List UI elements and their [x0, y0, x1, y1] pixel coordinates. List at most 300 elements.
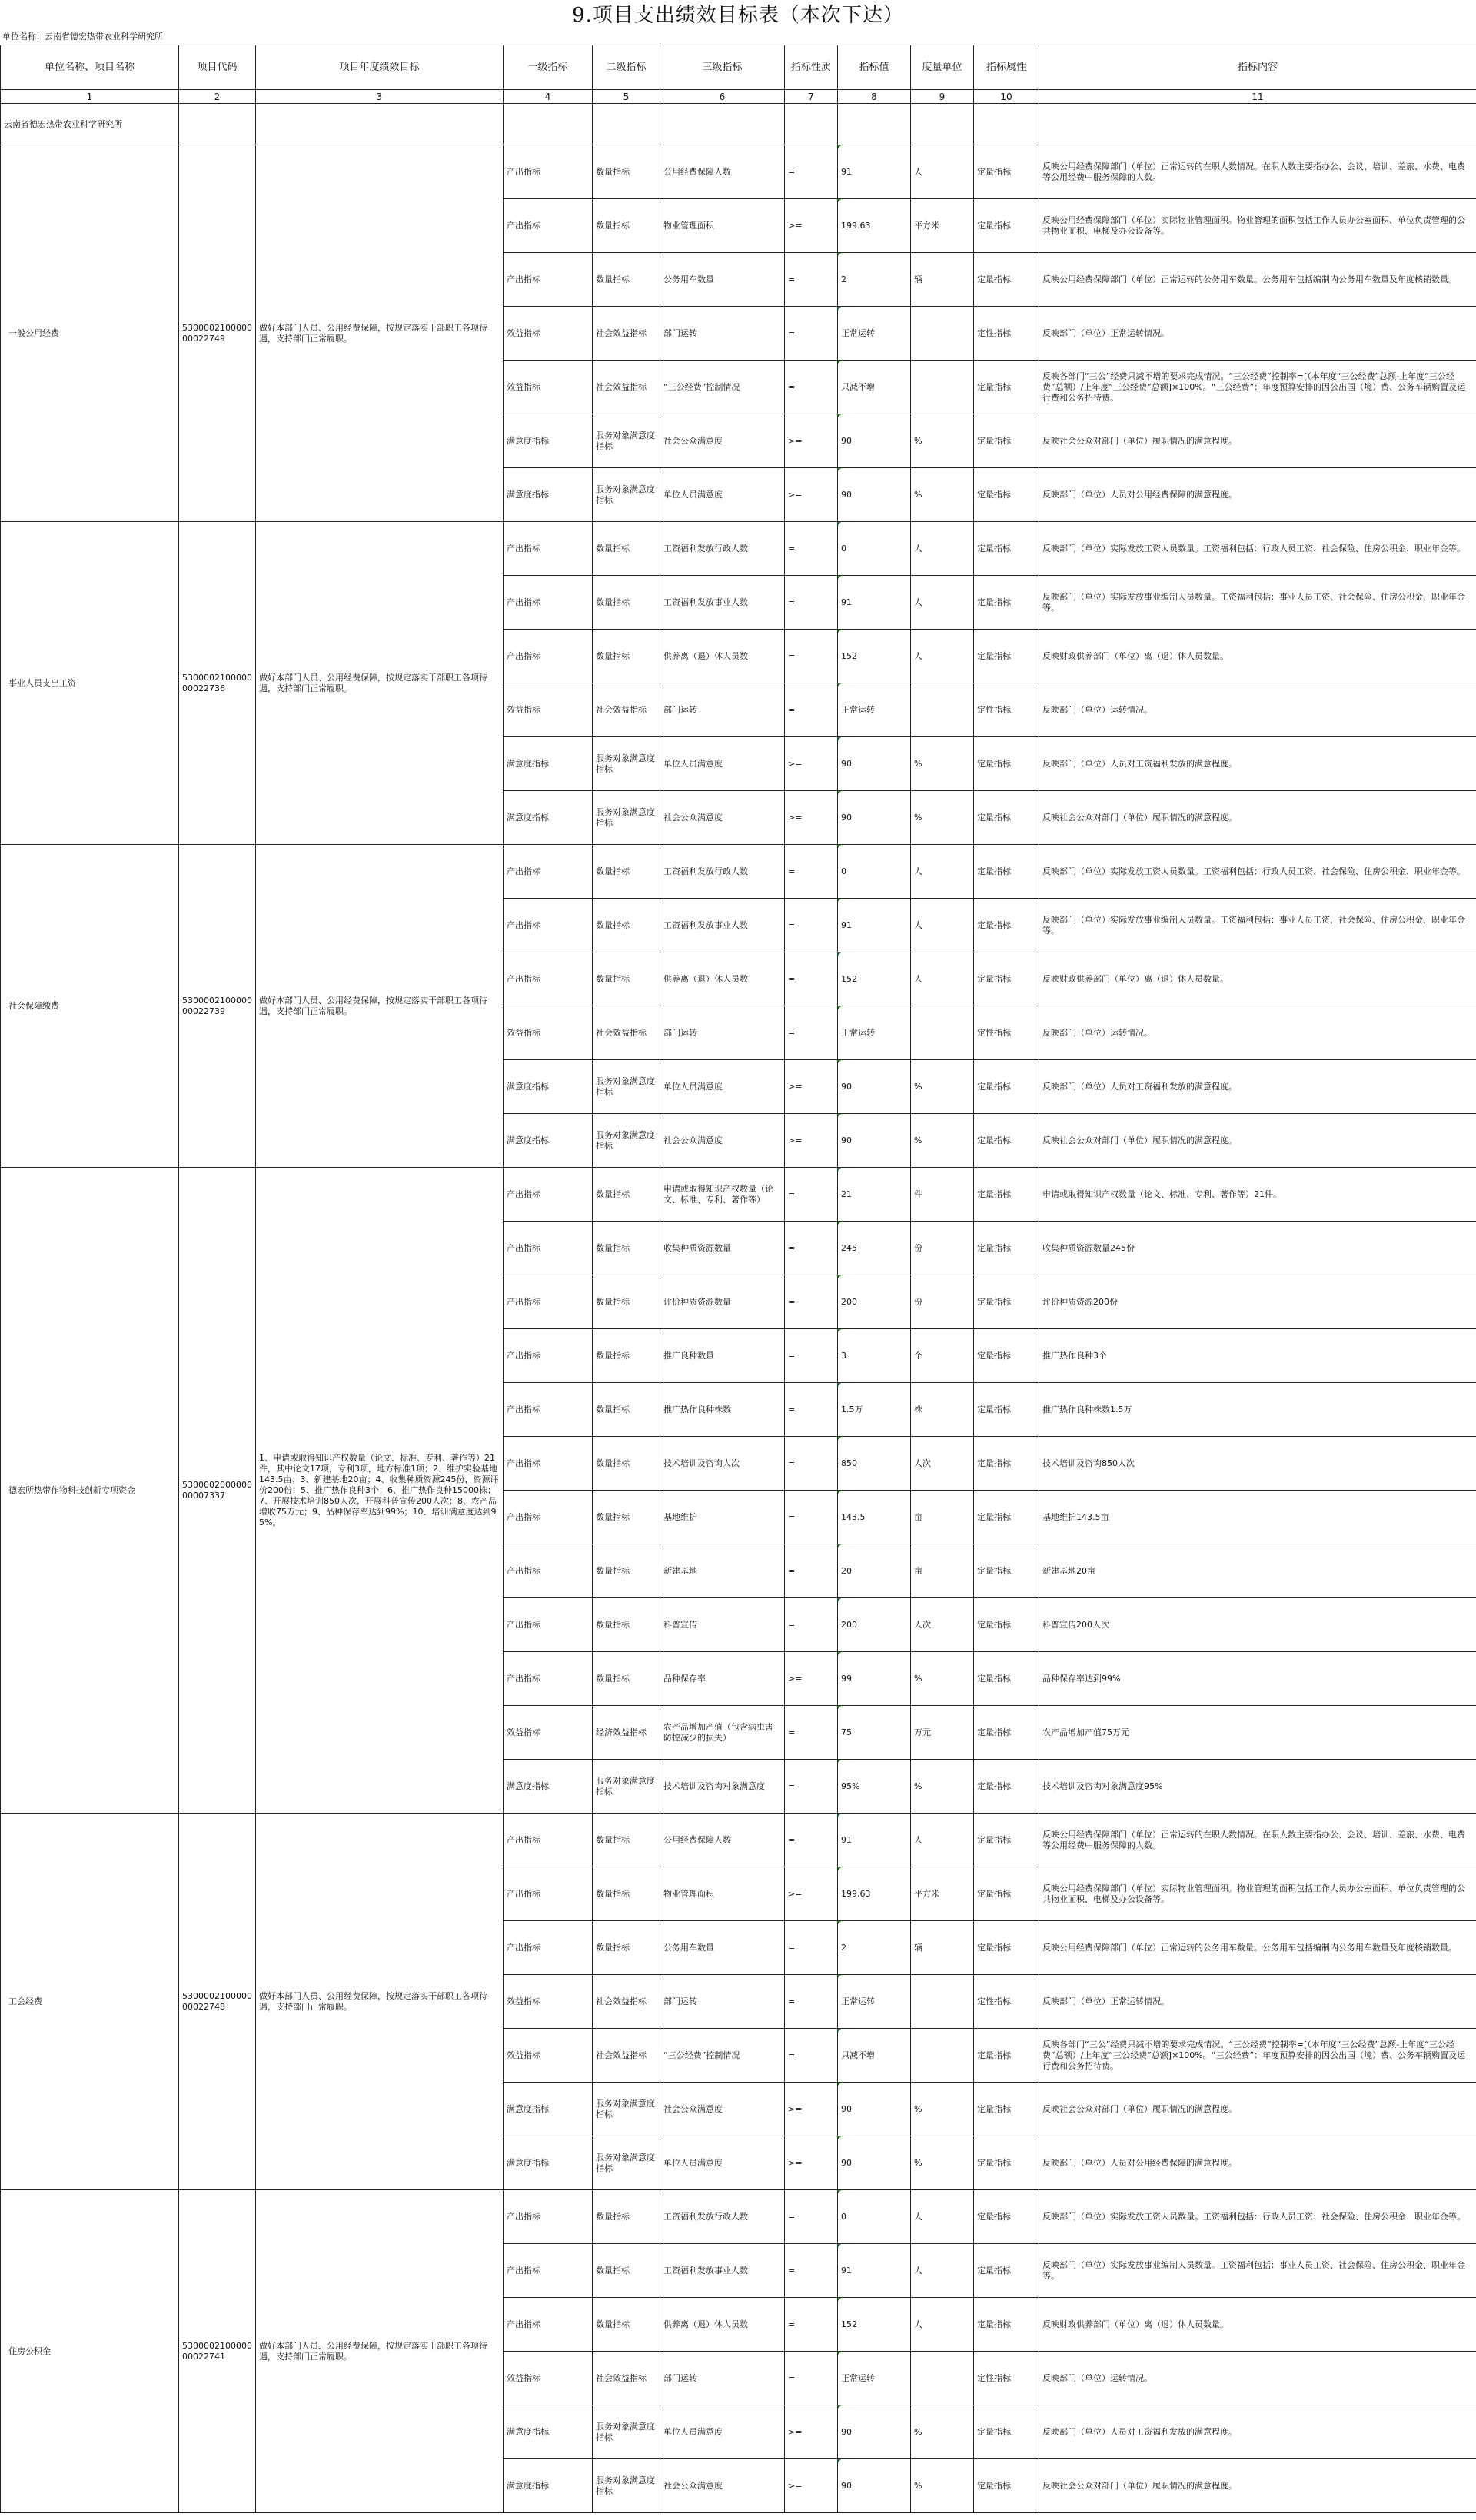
indicator-content-cell: 反映部门（单位）运转情况。	[1039, 683, 1476, 737]
indicator-nature-cell: >=	[785, 2083, 838, 2136]
indicator-value-cell: 0	[838, 522, 911, 576]
project-code-cell: 530000210000000022736	[179, 522, 256, 845]
indicator-nature-cell: =	[785, 1329, 838, 1383]
indicator-content-cell: 新建基地20亩	[1039, 1544, 1476, 1598]
level3-indicator-cell: 单位人员满意度	[660, 468, 785, 522]
indicator-attribute-cell: 定量指标	[974, 145, 1039, 199]
indicator-attribute-cell: 定量指标	[974, 2136, 1039, 2190]
indicator-nature-cell: >=	[785, 2459, 838, 2513]
indicator-attribute-cell: 定性指标	[974, 1975, 1039, 2029]
indicator-attribute-cell: 定量指标	[974, 1329, 1039, 1383]
indicator-nature-cell: =	[785, 1437, 838, 1491]
level3-indicator-cell: 部门运转	[660, 307, 785, 361]
project-code-cell: 530000210000000022741	[179, 2190, 256, 2513]
level3-indicator-cell: 申请或取得知识产权数量（论文、标准、专利、著作等）	[660, 1168, 785, 1222]
indicator-content-cell: 反映社会公众对部门（单位）履职情况的满意程度。	[1039, 414, 1476, 468]
measure-unit-cell: 份	[911, 1275, 974, 1329]
indicator-nature-cell: =	[785, 307, 838, 361]
indicator-value-cell: 99	[838, 1652, 911, 1706]
level3-indicator-cell: “三公经费”控制情况	[660, 2029, 785, 2083]
level2-indicator-cell: 社会效益指标	[593, 2352, 660, 2405]
page-title: 9.项目支出绩效目标表（本次下达）	[572, 4, 904, 27]
level1-indicator-cell: 满意度指标	[504, 791, 593, 845]
indicator-value-cell: 91	[838, 576, 911, 630]
level3-indicator-cell: 社会公众满意度	[660, 791, 785, 845]
header-cell: 度量单位	[911, 45, 974, 90]
header-cell: 指标内容	[1039, 45, 1476, 90]
indicator-value-cell: 90	[838, 2405, 911, 2459]
level3-indicator-cell: 供养离（退）休人员数	[660, 952, 785, 1006]
empty-cell	[974, 104, 1039, 145]
indicator-value-cell: 91	[838, 1814, 911, 1867]
level3-indicator-cell: 单位人员满意度	[660, 2405, 785, 2459]
level3-indicator-cell: 部门运转	[660, 2352, 785, 2405]
level1-indicator-cell: 满意度指标	[504, 414, 593, 468]
indicator-nature-cell: >=	[785, 791, 838, 845]
project-name-cell: 事业人员支出工资	[1, 522, 179, 845]
project-goal-cell: 1、申请或取得知识产权数量（论文、标准、专利、著作等）21件，其中论文17项，专利3项，地方标准1项；2、维护实验基地143.5亩；3、新建基地20亩；4、收集种质资源245份，资源评价200份；5、推广热作良种3个；6、推广热作良种15000株；7、开展技术培训850人次，开展科普宣传200人次；8、农产品增收75万元；9、品种保存率达到99%；10、培训满意度达到95%。	[256, 1168, 504, 1814]
level2-indicator-cell: 数量指标	[593, 1329, 660, 1383]
measure-unit-cell: 人	[911, 522, 974, 576]
indicator-content-cell: 反映部门（单位）人员对工资福利发放的满意程度。	[1039, 2405, 1476, 2459]
indicator-content-cell: 收集种质资源数量245份	[1039, 1222, 1476, 1275]
level2-indicator-cell: 服务对象满意度指标	[593, 2083, 660, 2136]
indicator-nature-cell: =	[785, 1921, 838, 1975]
indicator-content-cell: 反映部门（单位）正常运转情况。	[1039, 1975, 1476, 2029]
level1-indicator-cell: 产出指标	[504, 253, 593, 307]
measure-unit-cell	[911, 2352, 974, 2405]
indicator-value-cell: 90	[838, 2083, 911, 2136]
indicator-content-cell: 反映财政供养部门（单位）离（退）休人员数量。	[1039, 2298, 1476, 2352]
indicator-value-cell: 90	[838, 2136, 911, 2190]
measure-unit-cell: 平方米	[911, 199, 974, 253]
measure-unit-cell: %	[911, 1114, 974, 1168]
indicator-attribute-cell: 定量指标	[974, 1544, 1039, 1598]
indicator-attribute-cell: 定量指标	[974, 1222, 1039, 1275]
indicator-attribute-cell: 定量指标	[974, 1114, 1039, 1168]
indicator-value-cell: 199.63	[838, 199, 911, 253]
indicator-value-cell: 152	[838, 2298, 911, 2352]
indicator-value-cell: 正常运转	[838, 2352, 911, 2405]
indicator-content-cell: 反映部门（单位）实际发放事业编制人员数量。工资福利包括：事业人员工资、社会保险、住房公积金、职业年金等。	[1039, 899, 1476, 952]
indicator-content-cell: 反映部门（单位）运转情况。	[1039, 1006, 1476, 1060]
index-cell: 11	[1039, 90, 1476, 104]
level2-indicator-cell: 数量指标	[593, 630, 660, 683]
level3-indicator-cell: 推广良种数量	[660, 1329, 785, 1383]
level2-indicator-cell: 数量指标	[593, 1383, 660, 1437]
level1-indicator-cell: 效益指标	[504, 2029, 593, 2083]
indicator-value-cell: 91	[838, 899, 911, 952]
indicator-content-cell: 推广热作良种株数1.5万	[1039, 1383, 1476, 1437]
indicator-content-cell: 反映公用经费保障部门（单位）正常运转的在职人数情况。在职人数主要指办公、会议、培训、差旅、水费、电费等公用经费中服务保障的人数。	[1039, 1814, 1476, 1867]
indicator-value-cell: 2	[838, 1921, 911, 1975]
indicator-content-cell: 反映部门（单位）人员对公用经费保障的满意程度。	[1039, 468, 1476, 522]
indicator-content-cell: 反映部门（单位）人员对工资福利发放的满意程度。	[1039, 1060, 1476, 1114]
level2-indicator-cell: 社会效益指标	[593, 2029, 660, 2083]
indicator-nature-cell: =	[785, 253, 838, 307]
indicator-value-cell: 1.5万	[838, 1383, 911, 1437]
indicator-nature-cell: =	[785, 1598, 838, 1652]
level2-indicator-cell: 社会效益指标	[593, 307, 660, 361]
indicator-attribute-cell: 定量指标	[974, 2083, 1039, 2136]
indicator-nature-cell: =	[785, 522, 838, 576]
indicator-value-cell: 200	[838, 1598, 911, 1652]
indicator-content-cell: 反映部门（单位）人员对工资福利发放的满意程度。	[1039, 737, 1476, 791]
level1-indicator-cell: 产出指标	[504, 845, 593, 899]
indicator-row	[1, 2190, 1476, 2244]
level1-indicator-cell: 产出指标	[504, 1491, 593, 1544]
measure-unit-cell: 辆	[911, 1921, 974, 1975]
indicator-attribute-cell: 定量指标	[974, 1921, 1039, 1975]
index-cell: 6	[660, 90, 785, 104]
indicator-nature-cell: =	[785, 1383, 838, 1437]
indicator-content-cell: 反映财政供养部门（单位）离（退）休人员数量。	[1039, 630, 1476, 683]
indicator-nature-cell: =	[785, 2244, 838, 2298]
project-name-cell: 德宏所热带作物科技创新专项资金	[1, 1168, 179, 1814]
indicator-attribute-cell: 定量指标	[974, 1060, 1039, 1114]
level1-indicator-cell: 产出指标	[504, 1921, 593, 1975]
project-goal-cell: 做好本部门人员、公用经费保障，按规定落实干部职工各项待遇，支持部门正常履职。	[256, 522, 504, 845]
indicator-nature-cell: =	[785, 899, 838, 952]
project-name-cell: 工会经费	[1, 1814, 179, 2190]
indicator-value-cell: 91	[838, 145, 911, 199]
level3-indicator-cell: 社会公众满意度	[660, 414, 785, 468]
measure-unit-cell: 人	[911, 2244, 974, 2298]
level2-indicator-cell: 数量指标	[593, 522, 660, 576]
indicator-content-cell: 反映部门（单位）实际发放事业编制人员数量。工资福利包括：事业人员工资、社会保险、住房公积金、职业年金等。	[1039, 2244, 1476, 2298]
level3-indicator-cell: 工资福利发放事业人数	[660, 899, 785, 952]
indicator-value-cell: 245	[838, 1222, 911, 1275]
level1-indicator-cell: 产出指标	[504, 1652, 593, 1706]
level2-indicator-cell: 服务对象满意度指标	[593, 2459, 660, 2513]
indicator-nature-cell: =	[785, 361, 838, 414]
indicator-attribute-cell: 定性指标	[974, 683, 1039, 737]
level3-indicator-cell: 社会公众满意度	[660, 2083, 785, 2136]
level3-indicator-cell: 农产品增加产值（包含病虫害防控减少的损失）	[660, 1706, 785, 1760]
level3-indicator-cell: 技术培训及咨询对象满意度	[660, 1760, 785, 1814]
indicator-value-cell: 90	[838, 1114, 911, 1168]
indicator-row	[1, 1168, 1476, 1222]
unit-name-line: 单位名称：云南省德宏热带农业科学研究所	[2, 32, 163, 42]
indicator-content-cell: 反映公用经费保障部门（单位）实际物业管理面积。物业管理的面积包括工作人员办公室面积、单位负责管理的公共物业面积、电梯及办公设备等。	[1039, 199, 1476, 253]
indicator-attribute-cell: 定量指标	[974, 791, 1039, 845]
indicator-attribute-cell: 定量指标	[974, 253, 1039, 307]
indicator-content-cell: 农产品增加产值75万元	[1039, 1706, 1476, 1760]
level2-indicator-cell: 社会效益指标	[593, 1006, 660, 1060]
indicator-content-cell: 反映部门（单位）实际发放工资人员数量。工资福利包括：行政人员工资、社会保险、住房公积金、职业年金等。	[1039, 2190, 1476, 2244]
indicator-attribute-cell: 定量指标	[974, 2459, 1039, 2513]
project-goal-cell: 做好本部门人员、公用经费保障，按规定落实干部职工各项待遇，支持部门正常履职。	[256, 845, 504, 1168]
level2-indicator-cell: 服务对象满意度指标	[593, 414, 660, 468]
indicator-nature-cell: =	[785, 1760, 838, 1814]
measure-unit-cell: 人	[911, 145, 974, 199]
indicator-value-cell: 21	[838, 1168, 911, 1222]
indicator-value-cell: 91	[838, 2244, 911, 2298]
project-goal-cell: 做好本部门人员、公用经费保障，按规定落实干部职工各项待遇，支持部门正常履职。	[256, 2190, 504, 2513]
level2-indicator-cell: 数量指标	[593, 1544, 660, 1598]
level2-indicator-cell: 数量指标	[593, 576, 660, 630]
level3-indicator-cell: 工资福利发放事业人数	[660, 2244, 785, 2298]
indicator-nature-cell: >=	[785, 1652, 838, 1706]
level2-indicator-cell: 服务对象满意度指标	[593, 791, 660, 845]
indicator-attribute-cell: 定性指标	[974, 307, 1039, 361]
indicator-value-cell: 只减不增	[838, 2029, 911, 2083]
measure-unit-cell: 人	[911, 630, 974, 683]
indicator-attribute-cell: 定量指标	[974, 630, 1039, 683]
indicator-nature-cell: =	[785, 576, 838, 630]
index-cell: 10	[974, 90, 1039, 104]
indicator-attribute-cell: 定量指标	[974, 952, 1039, 1006]
level2-indicator-cell: 服务对象满意度指标	[593, 1760, 660, 1814]
indicator-value-cell: 95%	[838, 1760, 911, 1814]
indicator-content-cell: 反映各部门“三公”经费只减不增的要求完成情况。“三公经费”控制率=[（本年度“三公经费”总额-上年度“三公经费”总额）/上年度“三公经费”总额]×100%。“三公经费”：年度预算安排的因公出国（境）费、公务车辆购置及运行费和公务招待费。	[1039, 2029, 1476, 2083]
level3-indicator-cell: 工资福利发放行政人数	[660, 522, 785, 576]
level1-indicator-cell: 产出指标	[504, 522, 593, 576]
level1-indicator-cell: 产出指标	[504, 1867, 593, 1921]
unit-name-cell: 云南省德宏热带农业科学研究所	[1, 104, 179, 145]
indicator-content-cell: 反映部门（单位）正常运转情况。	[1039, 307, 1476, 361]
level1-indicator-cell: 满意度指标	[504, 737, 593, 791]
level2-indicator-cell: 服务对象满意度指标	[593, 468, 660, 522]
level1-indicator-cell: 产出指标	[504, 576, 593, 630]
indicator-nature-cell: =	[785, 2190, 838, 2244]
level1-indicator-cell: 产出指标	[504, 952, 593, 1006]
level2-indicator-cell: 数量指标	[593, 2298, 660, 2352]
level3-indicator-cell: “三公经费”控制情况	[660, 361, 785, 414]
level2-indicator-cell: 社会效益指标	[593, 361, 660, 414]
indicator-attribute-cell: 定量指标	[974, 1867, 1039, 1921]
measure-unit-cell: 人	[911, 845, 974, 899]
level3-indicator-cell: 科普宣传	[660, 1598, 785, 1652]
indicator-value-cell: 850	[838, 1437, 911, 1491]
level1-indicator-cell: 产出指标	[504, 1329, 593, 1383]
indicator-attribute-cell: 定量指标	[974, 199, 1039, 253]
indicator-attribute-cell: 定量指标	[974, 2298, 1039, 2352]
index-cell: 5	[593, 90, 660, 104]
project-name-cell: 一般公用经费	[1, 145, 179, 522]
level3-indicator-cell: 技术培训及咨询人次	[660, 1437, 785, 1491]
level1-indicator-cell: 产出指标	[504, 1598, 593, 1652]
level2-indicator-cell: 数量指标	[593, 952, 660, 1006]
level3-indicator-cell: 品种保存率	[660, 1652, 785, 1706]
indicator-value-cell: 正常运转	[838, 683, 911, 737]
level1-indicator-cell: 效益指标	[504, 307, 593, 361]
level3-indicator-cell: 公务用车数量	[660, 253, 785, 307]
measure-unit-cell: 人次	[911, 1598, 974, 1652]
measure-unit-cell: 人次	[911, 1437, 974, 1491]
index-cell: 4	[504, 90, 593, 104]
indicator-value-cell: 只减不增	[838, 361, 911, 414]
index-cell: 1	[1, 90, 179, 104]
indicator-nature-cell: =	[785, 1706, 838, 1760]
measure-unit-cell: 万元	[911, 1706, 974, 1760]
indicator-attribute-cell: 定量指标	[974, 361, 1039, 414]
measure-unit-cell: 亩	[911, 1544, 974, 1598]
level3-indicator-cell: 公务用车数量	[660, 1921, 785, 1975]
indicator-nature-cell: >=	[785, 1114, 838, 1168]
level3-indicator-cell: 公用经费保障人数	[660, 1814, 785, 1867]
level1-indicator-cell: 满意度指标	[504, 2083, 593, 2136]
indicator-nature-cell: >=	[785, 737, 838, 791]
indicator-attribute-cell: 定量指标	[974, 1168, 1039, 1222]
indicator-content-cell: 申请或取得知识产权数量（论文、标准、专利、著作等）21件。	[1039, 1168, 1476, 1222]
indicator-attribute-cell: 定量指标	[974, 2190, 1039, 2244]
indicator-value-cell: 143.5	[838, 1491, 911, 1544]
empty-cell	[504, 104, 593, 145]
empty-cell	[256, 104, 504, 145]
indicator-content-cell: 反映财政供养部门（单位）离（退）休人员数量。	[1039, 952, 1476, 1006]
measure-unit-cell: 人	[911, 1814, 974, 1867]
level2-indicator-cell: 社会效益指标	[593, 1975, 660, 2029]
level1-indicator-cell: 效益指标	[504, 683, 593, 737]
level2-indicator-cell: 服务对象满意度指标	[593, 1114, 660, 1168]
indicator-value-cell: 正常运转	[838, 1006, 911, 1060]
level3-indicator-cell: 工资福利发放行政人数	[660, 845, 785, 899]
indicator-nature-cell: =	[785, 145, 838, 199]
indicator-attribute-cell: 定量指标	[974, 1598, 1039, 1652]
level3-indicator-cell: 评价种质资源数量	[660, 1275, 785, 1329]
level3-indicator-cell: 物业管理面积	[660, 1867, 785, 1921]
level3-indicator-cell: 供养离（退）休人员数	[660, 630, 785, 683]
header-cell: 项目年度绩效目标	[256, 45, 504, 90]
indicator-content-cell: 反映部门（单位）实际发放工资人员数量。工资福利包括：行政人员工资、社会保险、住房公积金、职业年金等。	[1039, 845, 1476, 899]
indicator-nature-cell: =	[785, 1275, 838, 1329]
unit-row	[1, 104, 1476, 145]
indicator-nature-cell: =	[785, 1975, 838, 2029]
indicator-nature-cell: =	[785, 1544, 838, 1598]
indicator-row	[1, 1814, 1476, 1867]
level1-indicator-cell: 产出指标	[504, 2298, 593, 2352]
level3-indicator-cell: 部门运转	[660, 683, 785, 737]
indicator-nature-cell: =	[785, 1491, 838, 1544]
indicator-row	[1, 145, 1476, 199]
level1-indicator-cell: 效益指标	[504, 1975, 593, 2029]
indicator-value-cell: 90	[838, 468, 911, 522]
indicator-value-cell: 90	[838, 1060, 911, 1114]
indicator-content-cell: 反映公用经费保障部门（单位）正常运转的在职人数情况。在职人数主要指办公、会议、培训、差旅、水费、电费等公用经费中服务保障的人数。	[1039, 145, 1476, 199]
indicator-nature-cell: =	[785, 952, 838, 1006]
indicator-content-cell: 推广热作良种3个	[1039, 1329, 1476, 1383]
measure-unit-cell: %	[911, 791, 974, 845]
indicator-attribute-cell: 定量指标	[974, 899, 1039, 952]
level1-indicator-cell: 产出指标	[504, 145, 593, 199]
level1-indicator-cell: 产出指标	[504, 899, 593, 952]
indicator-attribute-cell: 定量指标	[974, 1275, 1039, 1329]
level2-indicator-cell: 数量指标	[593, 1652, 660, 1706]
level2-indicator-cell: 数量指标	[593, 1921, 660, 1975]
measure-unit-cell: %	[911, 414, 974, 468]
level1-indicator-cell: 产出指标	[504, 1814, 593, 1867]
indicator-nature-cell: >=	[785, 414, 838, 468]
indicator-row	[1, 522, 1476, 576]
level3-indicator-cell: 收集种质资源数量	[660, 1222, 785, 1275]
indicator-value-cell: 2	[838, 253, 911, 307]
level1-indicator-cell: 产出指标	[504, 2244, 593, 2298]
measure-unit-cell: 人	[911, 952, 974, 1006]
indicator-content-cell: 反映社会公众对部门（单位）履职情况的满意程度。	[1039, 791, 1476, 845]
level1-indicator-cell: 满意度指标	[504, 1760, 593, 1814]
empty-cell	[838, 104, 911, 145]
indicator-attribute-cell: 定量指标	[974, 468, 1039, 522]
measure-unit-cell	[911, 361, 974, 414]
indicator-attribute-cell: 定量指标	[974, 414, 1039, 468]
indicator-value-cell: 90	[838, 2459, 911, 2513]
level1-indicator-cell: 效益指标	[504, 1706, 593, 1760]
header-cell: 单位名称、项目名称	[1, 45, 179, 90]
level1-indicator-cell: 满意度指标	[504, 2459, 593, 2513]
level2-indicator-cell: 社会效益指标	[593, 683, 660, 737]
project-code-cell: 530000210000000022748	[179, 1814, 256, 2190]
index-cell: 3	[256, 90, 504, 104]
indicator-value-cell: 正常运转	[838, 1975, 911, 2029]
indicator-nature-cell: =	[785, 2029, 838, 2083]
level2-indicator-cell: 服务对象满意度指标	[593, 2136, 660, 2190]
indicator-attribute-cell: 定量指标	[974, 737, 1039, 791]
indicator-attribute-cell: 定量指标	[974, 576, 1039, 630]
indicator-value-cell: 152	[838, 952, 911, 1006]
indicator-attribute-cell: 定量指标	[974, 2405, 1039, 2459]
measure-unit-cell	[911, 307, 974, 361]
empty-cell	[179, 104, 256, 145]
measure-unit-cell: 件	[911, 1168, 974, 1222]
project-goal-cell: 做好本部门人员、公用经费保障，按规定落实干部职工各项待遇，支持部门正常履职。	[256, 145, 504, 522]
indicator-attribute-cell: 定量指标	[974, 845, 1039, 899]
project-name-cell: 住房公积金	[1, 2190, 179, 2513]
indicator-nature-cell: >=	[785, 1060, 838, 1114]
indicator-nature-cell: >=	[785, 2136, 838, 2190]
measure-unit-cell	[911, 683, 974, 737]
indicator-attribute-cell: 定量指标	[974, 522, 1039, 576]
header-cell: 项目代码	[179, 45, 256, 90]
level3-indicator-cell: 社会公众满意度	[660, 2459, 785, 2513]
measure-unit-cell: %	[911, 1652, 974, 1706]
level1-indicator-cell: 产出指标	[504, 2190, 593, 2244]
project-code-cell: 530000200000000007337	[179, 1168, 256, 1814]
level1-indicator-cell: 满意度指标	[504, 468, 593, 522]
indicator-value-cell: 199.63	[838, 1867, 911, 1921]
indicator-attribute-cell: 定性指标	[974, 2352, 1039, 2405]
level3-indicator-cell: 供养离（退）休人员数	[660, 2298, 785, 2352]
level2-indicator-cell: 数量指标	[593, 145, 660, 199]
level1-indicator-cell: 产出指标	[504, 1437, 593, 1491]
header-cell: 一级指标	[504, 45, 593, 90]
indicator-content-cell: 评价种质资源200份	[1039, 1275, 1476, 1329]
level2-indicator-cell: 数量指标	[593, 253, 660, 307]
empty-cell	[785, 104, 838, 145]
indicator-nature-cell: >=	[785, 199, 838, 253]
indicator-nature-cell: =	[785, 1222, 838, 1275]
level1-indicator-cell: 满意度指标	[504, 1060, 593, 1114]
measure-unit-cell: 人	[911, 2190, 974, 2244]
indicator-content-cell: 反映公用经费保障部门（单位）正常运转的公务用车数量。公务用车包括编制内公务用车数量及年度核销数量。	[1039, 1921, 1476, 1975]
measure-unit-cell: %	[911, 2459, 974, 2513]
measure-unit-cell: 平方米	[911, 1867, 974, 1921]
measure-unit-cell: 份	[911, 1222, 974, 1275]
indicator-content-cell: 反映公用经费保障部门（单位）正常运转的公务用车数量。公务用车包括编制内公务用车数量及年度核销数量。	[1039, 253, 1476, 307]
indicator-content-cell: 基地维护143.5亩	[1039, 1491, 1476, 1544]
indicator-nature-cell: =	[785, 683, 838, 737]
indicator-attribute-cell: 定量指标	[974, 1814, 1039, 1867]
level3-indicator-cell: 单位人员满意度	[660, 2136, 785, 2190]
indicator-content-cell: 反映部门（单位）实际发放事业编制人员数量。工资福利包括：事业人员工资、社会保险、住房公积金、职业年金等。	[1039, 576, 1476, 630]
measure-unit-cell: 辆	[911, 253, 974, 307]
indicator-attribute-cell: 定量指标	[974, 1706, 1039, 1760]
measure-unit-cell: %	[911, 1760, 974, 1814]
level2-indicator-cell: 服务对象满意度指标	[593, 1060, 660, 1114]
measure-unit-cell: 人	[911, 576, 974, 630]
project-goal-cell: 做好本部门人员、公用经费保障，按规定落实干部职工各项待遇，支持部门正常履职。	[256, 1814, 504, 2190]
measure-unit-cell: %	[911, 737, 974, 791]
